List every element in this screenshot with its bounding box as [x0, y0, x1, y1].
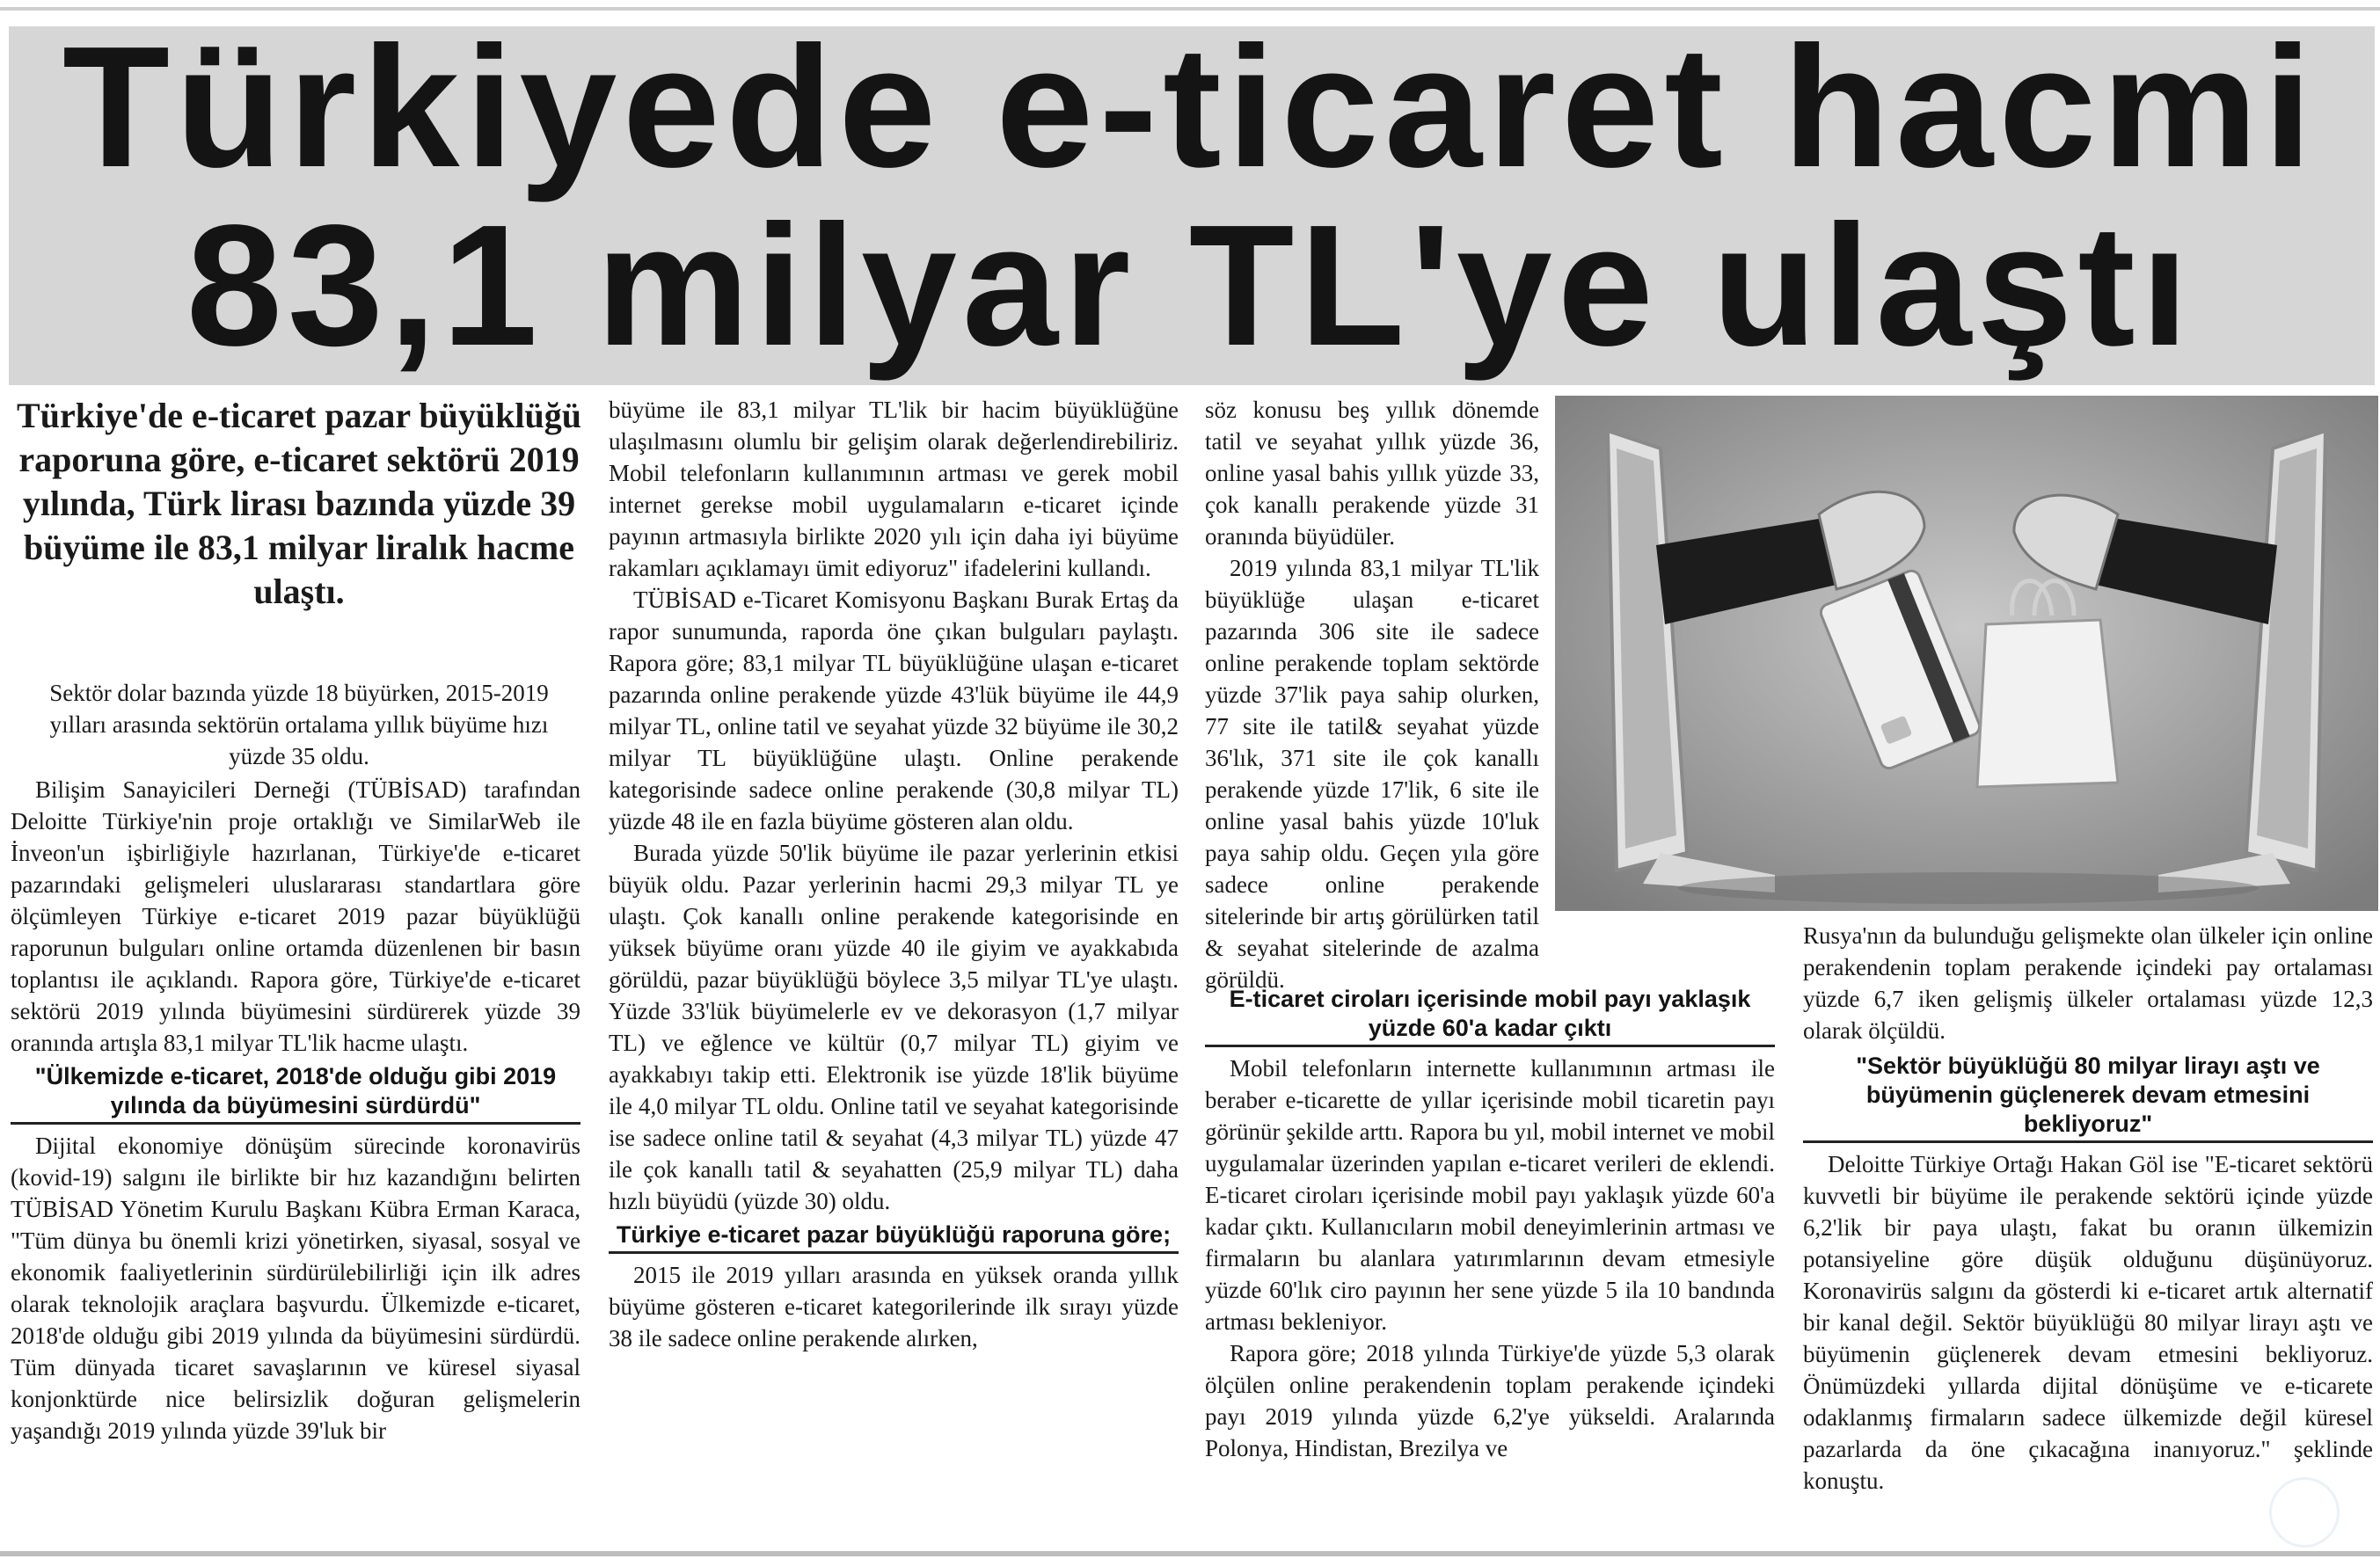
- col1-paragraph-1: Bilişim Sanayicileri Derneği (TÜBİSAD) tarafından Deloitte Türkiye'nin proje ortaklığı ve SimilarWeb ile İnveon'un işbirliğiyle hazırlanan, Türkiye'de e-ticaret pazarındaki gelişmeleri uluslararası standartlara göre ölçümleyen Türkiye e-ticaret 2019 pazar büyüklüğü raporunun bulguları online ortamda düzenlenen bir basın toplantısı ile açıklandı. Rapora göre, Türkiye'de e-ticaret sektörü 2019 yılında büyümesini sürdürerek yüzde 39 oranında artışla 83,1 milyar TL'lik hacme ulaştı.: [11, 776, 580, 1056]
- lead-intro: Sektör dolar bazında yüzde 18 büyürken, 2015-2019 yılları arasında sektörün ortalama yıllık büyüme hızı yüzde 35 oldu.: [49, 680, 549, 769]
- lead-summary: Türkiye'de e-ticaret pazar büyüklüğü raporuna göre, e-ticaret sektörü 2019 yılında, Türk lirası bazında yüzde 39 büyüme ile 83,1 milyar liralık hacme ulaştı.: [17, 396, 581, 611]
- col3-paragraph-2: 2019 yılında 83,1 milyar TL'lik büyüklüğe ulaşan e-ticaret pazarında 306 site ile sadece online perakende toplam sektörde yüzde 37'lik paya sahip olurken, 77 site ile tatil& seyahat yüzde 36'lık, 371 site ile çok kanallı perakende yüzde 17'lik, 6 site ile online yasal bahis yüzde 10'luk paya sahip oldu. Geçen yıla göre sadece online perakende sitelerinde bir artış görülürken tatil & seyahat sitelerinde de azalma görüldü.: [1205, 555, 1539, 993]
- online-shopping-illustration: [1555, 396, 2378, 911]
- col3-subhead-rule: [1205, 1045, 1775, 1047]
- column-2: [609, 394, 1179, 1354]
- col2-paragraph-4: 2015 ile 2019 yılları arasında en yüksek oranda yıllık büyüme gösteren e-ticaret kategorilerinde ilk sırayı yüzde 38 ile sadece online perakende alırken,: [609, 1262, 1179, 1351]
- col4-subhead-rule: [1803, 1140, 2373, 1143]
- col3-subhead: E-ticaret ciroları içerisinde mobil payı yaklaşık yüzde 60'a kadar çıktı: [1229, 986, 1751, 1041]
- col2-paragraph-2: TÜBİSAD e-Ticaret Komisyonu Başkanı Burak Ertaş da rapor sunumunda, raporda öne çıkan bulguları paylaştı. Rapora göre; 83,1 milyar TL büyüklüğüne ulaşan e-ticaret pazarında online perakende yüzde 43'lük büyüme ile 44,9 milyar TL, online tatil ve seyahat yüzde 32 büyüme ile 30,2 milyar TL büyüklüğüne ulaştı. Online perakende kategorisinde sadece online perakende (30,8 milyar TL) yüzde 48 ile en fazla büyüme gösteren alan oldu.: [609, 586, 1179, 834]
- online-shopping-icon: [1555, 396, 2378, 911]
- col4-paragraph-2: Deloitte Türkiye Ortağı Hakan Göl ise "E-ticaret sektörü kuvvetli bir büyüme ile perakende sektörü içinde yüzde 6,2'lik bir paya ulaştı, fakat bu oranın ülkemizin potansiyeline göre düşük olduğunu düşünüyoruz. Koronavirüs salgını da gösterdi ki e-ticaret artık alternatif bir kanal değil. Sektör büyüklüğü 80 milyar lirayı aştı ve büyümenin güçlenerek devam etmesini bekliyoruz. Önümüzdeki yıllarda dijital dönüşüme ve e-ticarete odaklanmış firmaların sadece ülkemizde değil küresel pazarlarda da öne çıkacağına inanıyoruz." şeklinde konuştu.: [1803, 1151, 2373, 1494]
- col3-paragraph-1: söz konusu beş yıllık dönemde tatil ve seyahat yıllık yüzde 36, online yasal bahis yıllık yüzde 33, çok kanallı perakende yüzde 31 oranında büyüdüler.: [1205, 397, 1539, 550]
- col2-subhead: Türkiye e-ticaret pazar büyüklüğü raporuna göre;: [616, 1221, 1172, 1248]
- column-3-upper: [1205, 394, 1539, 995]
- column-1: [11, 774, 580, 1446]
- col1-paragraph-2: Dijital ekonomiye dönüşüm sürecinde koronavirüs (kovid-19) salgını ile birlikte bir hız kazandığını belirten TÜBİSAD Yönetim Kurulu Başkanı Kübra Erman Karaca, "Tüm dünya bu önemli krizi yönetirken, siyasal, sosyal ve ekonomik faaliyetlerinin sürdürülebilirliği için ilk adres olarak teknolojik araçlara başvurdu. Ülkemizde e-ticaret, 2018'de olduğu gibi 2019 yılında da büyümesini sürdürdü. Tüm dünyada ticaret savaşlarının ve küresel siyasal konjonktürde nice belirsizlik doğuran gelişmelerin yaşandığı 2019 yılında yüzde 39'luk bir: [11, 1133, 580, 1444]
- col2-paragraph-3: Burada yüzde 50'lik büyüme ile pazar yerlerinin etkisi büyük oldu. Pazar yerlerinin hacmi 29,3 milyar TL ye ulaştı. Çok kanallı online perakende kategorisinde en yüksek büyüme oranı yüzde 40 ile giyim ve ayakkabıda görüldü, pazar büyüklüğü böylece 3,5 milyar TL'ye ulaştı. Yüzde 33'lük büyümelerle ev ve dekorasyon (1,7 milyar TL) ve eğlence ve kültür (0,7 milyar TL) giyim ve ayakkabıyı takip etti. Elektronik ise yüzde 18'lik büyüme ile 4,0 milyar TL oldu. Online tatil ve seyahat kategorisinde ise sadece online tatil & seyahat (4,3 milyar TL) yüzde 47 ile çok kanallı tatil & seyahatten (25,9 milyar TL) daha hızlı büyüdü (yüzde 30) oldu.: [609, 840, 1179, 1214]
- column-4: [1803, 920, 2373, 1497]
- col4-subhead: "Sektör büyüklüğü 80 milyar lirayı aştı ve büyümenin güçlenerek devam etmesini bekliyoruz": [1856, 1053, 2320, 1137]
- column-3-lower: [1205, 985, 1775, 1464]
- col3-paragraph-3: Mobil telefonların internette kullanımının artması ile beraber e-ticarette de yıllar içerisinde mobil ticaretin payı görünür şekilde arttı. Rapora bu yıl, mobil internet ve mobil uygulamalar üzerinden yapılan e-ticaret verileri de eklendi. E-ticaret ciroları içerisinde mobil payı yaklaşık yüzde 60'a kadar çıktı. Kullanıcıların mobil deneyimlerinin artması ve firmaların bu alanlara yatırımlarının devam etmesiyle yüzde 60'lık ciro payının her sene yüzde 5 ila 10 bandında artması bekleniyor.: [1205, 1055, 1775, 1335]
- headline-line-1: Türkiyede e-ticaret hacmi: [62, 11, 2318, 203]
- col2-subhead-rule: [609, 1251, 1179, 1254]
- col3-paragraph-4: Rapora göre; 2018 yılında Türkiye'de yüzde 5,3 olarak ölçülen online perakendenin toplam perakende içindeki payı 2019 yılında yüzde 6,2'ye yükseldi. Aralarında Polonya, Hindistan, Brezilya ve: [1205, 1340, 1775, 1461]
- col4-paragraph-1: Rusya'nın da bulunduğu gelişmekte olan ülkeler için online perakendenin toplam perakende içindeki pay ortalaması yüzde 6,7 iken gelişmiş ülkeler ortalaması yüzde 12,3 olarak ölçüldü.: [1803, 922, 2373, 1044]
- headline-line-2: 83,1 milyar TL'ye ulaştı: [186, 189, 2194, 382]
- col1-subhead-rule: [11, 1122, 580, 1125]
- col2-paragraph-1: büyüme ile 83,1 milyar TL'lik bir hacim büyüklüğüne ulaşılmasını olumlu bir gelişim olarak değerlendirebiliriz. Mobil telefonların kullanımının artması ve gerek mobil internet gerekse mobil uygulamaların e-ticaret içinde payının artmasıyla birlikte 2020 yılı için daha iyi büyüme rakamları açıklamayı ümit ediyoruz" ifadelerini kullandı.: [609, 397, 1179, 581]
- bottom-rule: [0, 1551, 2380, 1556]
- col1-subhead: "Ülkemizde e-ticaret, 2018'de olduğu gibi 2019 yılında da büyümesini sürdürdü": [34, 1063, 557, 1118]
- watermark-circle-icon: [2269, 1477, 2340, 1548]
